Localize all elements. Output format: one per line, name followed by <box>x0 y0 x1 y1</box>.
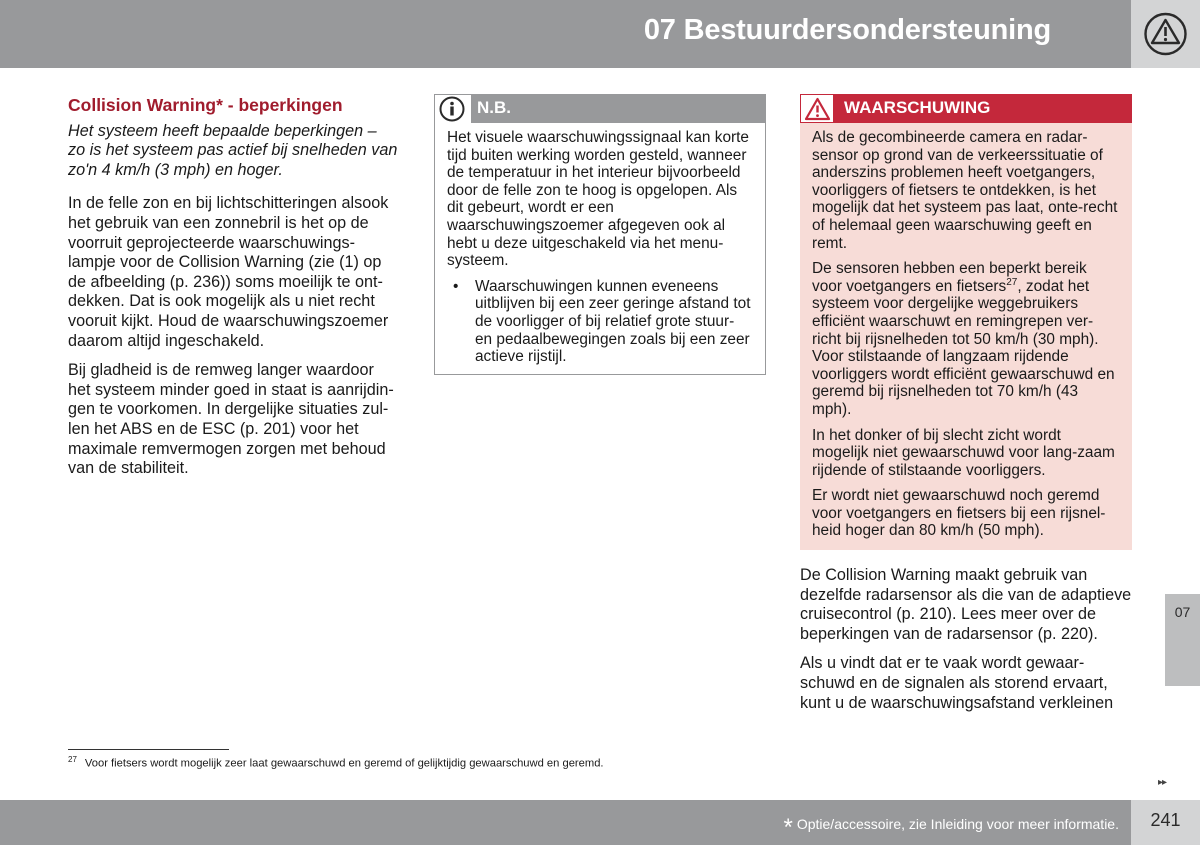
warning-body <box>800 123 1132 550</box>
paragraph: Bij gladheid is de remweg langer waardoor het systeem minder goed in staat is aanrijdin-gen te voorkomen. In dergelijke situaties zul-len het ABS en de ESC (p. 201) voor het maximale remvermogen zorgen met behoud van de stabiliteit. <box>68 361 394 478</box>
warning-paragraph: In het donker of bij slecht zicht wordt mogelijk niet gewaarschuwd voor lang-zaam rijdende of stilstaande voorliggers. <box>812 426 1115 479</box>
header-icon-box <box>1131 0 1200 68</box>
right-text <box>800 566 1132 713</box>
intro-text: Het systeem heeft bepaalde beperkingen – zo is het systeem pas actief bij snelheden van zo'n 4 km/h (3 mph) en hoger. <box>68 121 398 179</box>
warning-text: , zodat het systeem voor dergelijke weggebruikers efficiënt waarschuwt en remingrepen ver-richt bij rijsnelheden tot 50 km/h (30 mph). Voor stilstaande of langzaam rijdende voorliggers wordt efficiënt gewaarschuwd en geremd bij rijsnelheden tot 70 km/h (43 mph). <box>812 277 1115 418</box>
left-column <box>68 94 398 489</box>
page-number: 241 <box>1150 810 1181 830</box>
continue-arrow-icon: ▸▸ <box>1158 777 1167 788</box>
list-item <box>447 278 755 366</box>
middle-column <box>434 94 766 375</box>
nb-label: N.B. <box>477 98 511 117</box>
chapter-tab <box>1165 594 1200 686</box>
paragraph: In de felle zon en bij lichtschitteringen alsook het gebruik van een zonnebril is het op de voorruit geprojecteerde waarschuwings-lampje voor de Collision Warning (zie (1) op de afbeelding (p. 236)) soms moeilijk te ont-dekken. Dat is ook mogelijk als u niet recht vooruit kijkt. Houd de waarschuwingszoemer daarom altijd ingeschakeld. <box>68 194 389 350</box>
warning-box <box>800 94 1132 550</box>
footnote-number: 27 <box>68 755 77 764</box>
warning-header <box>800 94 1132 123</box>
warning-paragraph: Als de gecombineerde camera en radar-sensor op grond van de verkeerssituatie of anderszins problemen heeft voetgangers, voorliggers of fietsers te ontdekken, is het mogelijk dat het systeem pas laat, onte-recht of helemaal geen waarschuwing geeft en remt. <box>812 129 1118 252</box>
footnote-text: Voor fietsers wordt mogelijk zeer laat gewaarschuwd en geremd of gelijktijdig gewaarschuwd en geremd. <box>84 757 604 770</box>
warning-label: WAARSCHUWING <box>844 98 991 117</box>
footer-note <box>784 814 1120 842</box>
chapter-title: 07 Bestuurdersondersteuning <box>643 14 1051 46</box>
section-title: Collision Warning* - beperkingen <box>68 95 343 115</box>
right-column <box>800 94 1132 723</box>
paragraph: De Collision Warning maakt gebruik van dezelfde radarsensor als die van de adaptieve cruisecontrol (p. 210). Lees meer over de beperkingen van de radarsensor (p. 220). <box>800 566 1132 643</box>
chapter-tab-label: 07 <box>1174 604 1191 620</box>
bullet-icon: • <box>453 277 459 295</box>
nb-paragraph: Het visuele waarschuwingssignaal kan korte tijd buiten werking worden gesteld, wanneer de temperatuur in het interieur bijvoorbeeld door de felle zon te hoog is opgelopen. Als dit gebeurt, wordt er een waarschuwingszoemer afgegeven ook al hebt u deze uitgeschakeld via het menu-systeem. <box>447 129 749 270</box>
footer-bar <box>0 800 1131 845</box>
warning-paragraph <box>812 260 1120 418</box>
footnote-ref: 27 <box>1006 276 1018 288</box>
warning-paragraph: Er wordt niet gewaarschuwd noch geremd voor voetgangers en fietsers bij een rijsnel-heid hoger dan 80 km/h (50 mph). <box>812 487 1106 540</box>
page-number-box <box>1131 800 1200 845</box>
asterisk-icon: * <box>783 814 793 841</box>
nb-body <box>435 123 765 374</box>
warning-triangle-icon <box>804 97 831 121</box>
footer-note-text: Optie/accessoire, zie Inleiding voor meer informatie. <box>796 816 1119 832</box>
paragraph: Als u vindt dat er te vaak wordt gewaar-schuwd en de signalen als storend ervaart, kunt u de waarschuwingsafstand verkleinen <box>800 654 1114 712</box>
nb-box <box>434 94 766 375</box>
nb-header <box>435 95 765 123</box>
header-bar <box>0 0 1131 68</box>
warning-triangle-icon <box>1143 12 1188 56</box>
warning-text: De sensoren hebben een beperkt bereik voor voetgangers en fietsers <box>812 260 1087 295</box>
bullet-text: Waarschuwingen kunnen eveneens uitblijven bij een zeer geringe afstand tot de voorligger of bij relatief grote stuur- en pedaalbewegingen zoals bij een zeer actieve rijstijl. <box>475 277 751 366</box>
footnote <box>68 755 604 770</box>
warning-icon-wrap <box>800 94 834 123</box>
footnote-divider <box>68 749 229 750</box>
info-icon <box>439 96 465 122</box>
nb-icon-wrap <box>435 95 471 123</box>
